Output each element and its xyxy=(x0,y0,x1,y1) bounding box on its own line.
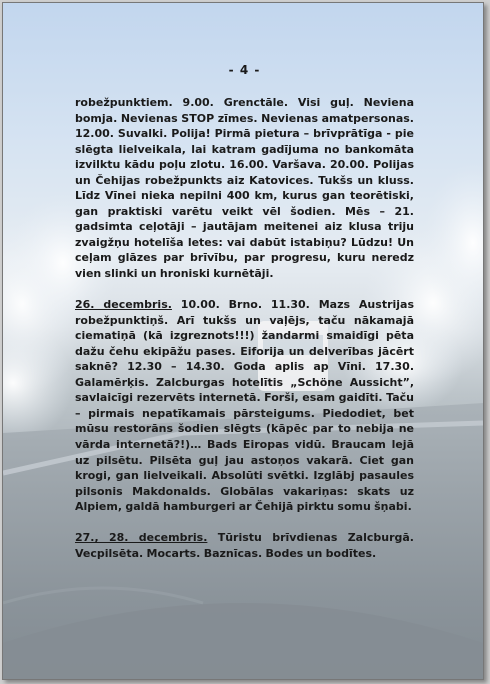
page-number: - 4 - xyxy=(228,63,261,77)
paragraph-3-text: Tūristu brīvdienas Zalcburgā. Vecpilsēta. Mocarts. Baznīcas. Bodes un bodītes. xyxy=(75,531,414,560)
paragraph-1 xyxy=(75,95,414,282)
paragraph-3-date: 27., 28. decembris. xyxy=(75,531,208,545)
paragraph-3 xyxy=(75,530,414,561)
paragraph-2-text: 10.00. Brno. 11.30. Mazs Austrijas robežpunktiņš. Arī tukšs un vaļējs, taču nākamajā ciematiņā (kā izgreznots!!!) žandarmi smaidīgi pēta dažu čehu ekipāžu pases. Eiforija un delverības jācērt saknē? 12.30 – 14.30. Goda aplis ap Vīni. 17.30. Galamērķis. Zalcburgas hotelītis „Schöne Aussicht”, savlaicīgi rezervēts internetā. Forši, esam gaidīti. Taču – pirmais nepatīkamais pārsteigums. Piedodiet, bet mūsu restorāns šodien slēgts (kāpēc par to nebija ne vārda internetā?!)… Bads Eiropas vidū. Braucam lejā uz pilsētu. Pilsēta guļ jau astoņos vakarā. Ciet gan krogi, gan lielveikali. Absolūti svētki. Izglābj pasaules pilsonis Makdonalds. Globālas vakariņas: skats uz Alpiem, galdā hamburgeri ar Čehijā pirktu somu šņabi. xyxy=(75,298,415,514)
paragraph-2-date: 26. decembris. xyxy=(75,298,172,312)
text-column xyxy=(75,63,414,577)
paragraph-1-text: robežpunktiem. 9.00. Grenctāle. Visi guļ. Neviena bomja. Nevienas STOP zīmes. Nevienas amatpersonas. 12.00. Suvalki. Polija! Pirmā pietura – brīvprātīga - pie slēgta lielveikala, lai katram gadījuma no bankomāta izvilktu kādu poļu zlotu. 16.00. Varšava. 20.00. Polijas un Čehijas robežpunkts aiz Katovices. Tukšs un kluss. Līdz Vīnei nieka nepilni 400 km, kurus gan teorētiski, gan praktiski varētu veikt vēl šodien. Mēs – 21. gadsimta ceļotāji – jautājam meitenei aiz klusa triju zvaigžņu hotelīša letes: vai dabūt istabiņu? Lūdzu! Un ceļam glāzes par brīvību, par progresu, kuru neredz vien slinki un hroniski kurnētāji. xyxy=(75,96,414,281)
paragraph-2 xyxy=(75,297,414,515)
document-page xyxy=(2,2,484,680)
